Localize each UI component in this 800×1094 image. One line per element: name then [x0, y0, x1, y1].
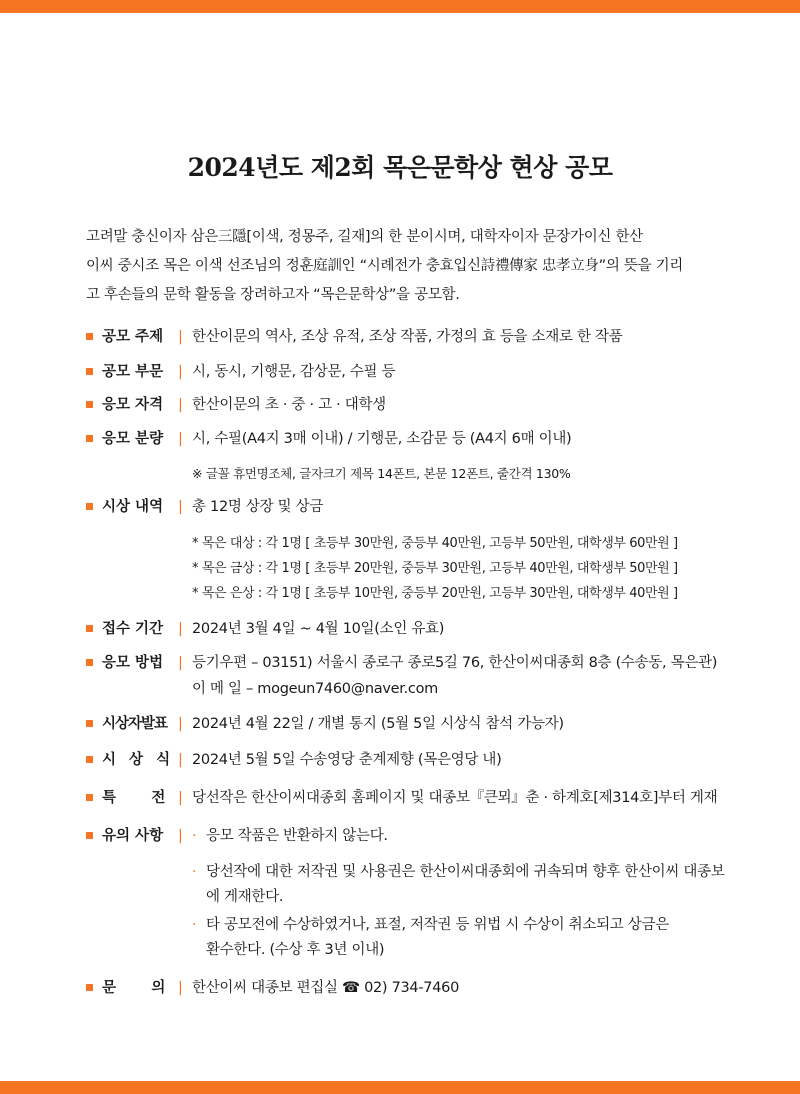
divider: |: [178, 364, 183, 380]
square-bullet-icon: [86, 984, 93, 991]
section-value: 시, 동시, 기행문, 감상문, 수필 등: [192, 364, 396, 380]
bottom-accent-bar: [0, 1081, 800, 1094]
section-label: 유의 사항: [102, 828, 164, 844]
page-title: 2024년도 제2회 목은문학상 현상 공모: [187, 153, 613, 182]
dot-bullet-icon: ·: [192, 917, 197, 933]
square-bullet-icon: [86, 503, 93, 510]
section-label: 시 상 식: [102, 752, 175, 768]
square-bullet-icon: [86, 756, 93, 763]
section-value: 2024년 4월 22일 / 개별 통지 (5월 5일 시상식 참석 가능자): [192, 716, 564, 732]
square-bullet-icon: [86, 659, 93, 666]
intro-paragraph: [86, 223, 718, 310]
section-label: 공모 주제: [102, 329, 164, 345]
section-label: 시상 내역: [102, 499, 164, 515]
section-value: 등기우편 – 03151) 서울시 종로구 종로5길 76, 한산이씨대종회 8층 (수송동, 목은관): [192, 655, 718, 671]
section-label: 응모 방법: [102, 655, 164, 671]
intro-line: 고려말 충신이자 삼은三隱[이색, 정몽주, 길재]의 한 분이시며, 대학자이자 문장가이신 한산: [86, 229, 643, 245]
square-bullet-icon: [86, 333, 93, 340]
divider: |: [178, 752, 183, 768]
notice-item: 에 게재한다.: [206, 889, 284, 905]
section-value: 한산이문의 초 · 중 · 고 · 대학생: [192, 397, 386, 413]
section-label: 응모 분량: [102, 431, 164, 447]
square-bullet-icon: [86, 435, 93, 442]
intro-line: 고 후손들의 문학 활동을 장려하고자 “목은문학상”을 공모함.: [86, 287, 460, 303]
section-label: 응모 자격: [102, 397, 164, 413]
section-value: 2024년 5월 5일 수송영당 춘계제향 (목은영당 내): [192, 752, 502, 768]
top-accent-bar: [0, 0, 800, 13]
divider: |: [178, 329, 183, 345]
square-bullet-icon: [86, 832, 93, 839]
square-bullet-icon: [86, 794, 93, 801]
divider: |: [178, 499, 183, 515]
prize-item: * 목은 은상 : 각 1명 [ 초등부 10만원, 중등부 20만원, 고등부 30만원, 대학생부 40만원 ]: [192, 586, 678, 601]
dot-bullet-icon: ·: [192, 828, 197, 844]
section-value: 총 12명 상장 및 상금: [192, 499, 324, 515]
section-label: 문 의: [102, 980, 166, 996]
section-value: 2024년 3월 4일 ~ 4월 10일(소인 유효): [192, 621, 445, 637]
square-bullet-icon: [86, 368, 93, 375]
divider: |: [178, 828, 183, 844]
divider: |: [178, 716, 183, 732]
notice-item: 환수한다. (수상 후 3년 이내): [206, 942, 385, 958]
divider: |: [178, 655, 183, 671]
divider: |: [178, 397, 183, 413]
notice-item: 타 공모전에 수상하였거나, 표절, 저작권 등 위법 시 수상이 취소되고 상금은: [206, 917, 669, 933]
prize-item: * 목은 금상 : 각 1명 [ 초등부 20만원, 중등부 30만원, 고등부 40만원, 대학생부 50만원 ]: [192, 561, 678, 576]
length-note: ※ 글꼴 휴먼명조체, 글자크기 제목 14폰트, 본문 12폰트, 줄간격 130%: [192, 466, 571, 481]
section-label: 공모 부문: [102, 364, 164, 380]
section-label: 특 전: [102, 790, 166, 806]
section-value: 한산이문의 역사, 조상 유적, 조상 작품, 가정의 효 등을 소재로 한 작품: [192, 329, 623, 345]
square-bullet-icon: [86, 720, 93, 727]
divider: |: [178, 621, 183, 637]
section-label: 접수 기간: [102, 621, 164, 637]
dot-bullet-icon: ·: [192, 864, 197, 880]
prize-item: * 목은 대상 : 각 1명 [ 초등부 30만원, 중등부 40만원, 고등부 50만원, 대학생부 60만원 ]: [192, 536, 678, 551]
intro-line: 이씨 중시조 목은 이색 선조님의 정훈庭訓인 “시례전가 충효입신詩禮傳家 忠孝立身”의 뜻을 기리: [86, 258, 684, 274]
square-bullet-icon: [86, 625, 93, 632]
section-value-email: 이 메 일 – mogeun7460@naver.com: [192, 681, 438, 697]
section-value: 당선작은 한산이씨대종회 홈페이지 및 대종보『큰뫼』춘 · 하계호[제314호]부터 게재: [192, 790, 718, 806]
divider: |: [178, 790, 183, 806]
divider: |: [178, 431, 183, 447]
section-value: 시, 수필(A4지 3매 이내) / 기행문, 소감문 등 (A4지 6매 이내): [192, 431, 572, 447]
divider: |: [178, 980, 183, 996]
section-value: 한산이씨 대종보 편집실 ☎ 02) 734-7460: [192, 980, 459, 996]
section-label: 시상자발표: [102, 716, 168, 732]
square-bullet-icon: [86, 401, 93, 408]
notice-item: 응모 작품은 반환하지 않는다.: [206, 828, 388, 844]
notice-item: 당선작에 대한 저작권 및 사용권은 한산이씨대종회에 귀속되며 향후 한산이씨 대종보: [206, 864, 725, 880]
